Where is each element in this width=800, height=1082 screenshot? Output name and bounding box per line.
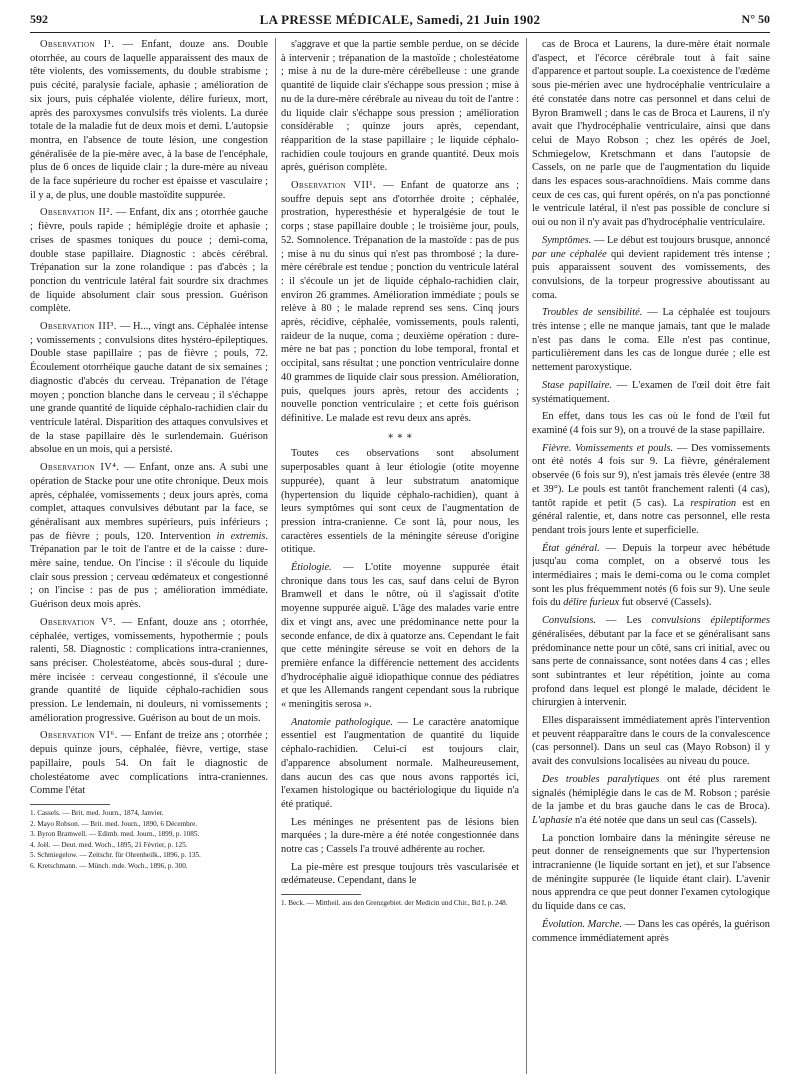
- column-middle: [281, 38, 519, 1074]
- section-separator: ∗ ∗ ∗: [387, 430, 413, 442]
- observation-4: Observation IV⁴. — Enfant, onze ans. A subi une opération de Stacke pour une otite chronique. Deux mois après, céphalée, vomissements ; deux jours après, coma complet, attaques convulsives débutant par la face, se généralisant aux membres supérieurs, puis inférieurs ; pas de fièvre ; pouls, 120. Intervention in extremis. Trépanation par le toit de l'antre et de la caisse : dure-mère saine, tendue. On l'incise : il s'écoule du liquide clair sous pression ; cerveau œdémateux et congestionné ; on l'incise : pas de pus ; amélioration immédiate. Guérison deux mois après.: [30, 462, 268, 611]
- section-anatomie: Anatomie pathologique. — Le caractère anatomique essentiel est l'augmentation de quantité du liquide céphalo-rachidien. Celui-ci est toujours clair, d'apparence absolument normale. Malheureusement, dans aucun des cas que nous avons rapportés ici, l'examen histologique ou bactériologique du liquide n'a été pratiqué.: [281, 716, 519, 810]
- page-header: [30, 12, 770, 34]
- footnote: 6. Kretschmann. — Münch. mde. Woch., 1896, p. 300.: [30, 861, 188, 870]
- section-convulsions: Convulsions. — Les convulsions épileptiformes généralisées, débutant par la face et se généralisant sans prédominance nette pour un côté, sans cri initial, avec ou sans perte de connaissance, sont notées dans 4 cas ; elles sont subintrantes et leur répétition, jointe au coma profond dans lequel est plongé le malade, décident le chirurgien à intervenir.: [532, 615, 770, 709]
- paragraph: La pie-mère est presque toujours très vascularisée et œdémateuse. Cependant, dans le: [281, 861, 519, 887]
- footnote: 4. Joël. — Deut. med. Woch., 1895, 21 Février, p. 125.: [30, 840, 188, 849]
- paragraph: En effet, dans tous les cas où le fond de l'œil fut examiné (4 fois sur 9), on a trouvé de la stase papillaire.: [532, 411, 770, 436]
- footnote-rule: [281, 894, 361, 895]
- section-paralysies: Des troubles paralytiques ont été plus rarement signalés (hémiplégie dans le cas de M. Robson ; parésie de la jambe et du bras gauche dans le cas de Broca). L'aphasie n'a été notée que dans un seul cas (Cassels).: [532, 773, 770, 826]
- column-divider: [526, 38, 527, 1074]
- column-right: [532, 38, 770, 1074]
- section-etat-general: État général. — Depuis la torpeur avec hébétude jusqu'au coma complet, on a observé tous les intermédiaires ; mais le demi-coma ou le coma complet sont les plus fréquemment notés (6 fois sur 9). Une seule fois du délire furieux fut observé (Cassels).: [532, 542, 770, 609]
- section-sensibilite: Troubles de sensibilité. — La céphalée est toujours très intense ; elle ne manque jamais, tant que le malade n'est pas dans le coma. Elle n'est pas continue, particulièrement dans les cas de longue durée ; elle est nettement paroxystique.: [532, 307, 770, 374]
- section-evolution: Évolution. Marche. — Dans les cas opérés, la guérison commence immédiatement après: [532, 918, 770, 944]
- page-number: 592: [30, 12, 48, 26]
- column-divider: [275, 38, 276, 1074]
- observation-7: Observation VII¹. — Enfant de quatorze ans ; souffre depuis sept ans d'otorrhée droite ; céphalée, prostration, hyperesthésie et hyperalgésie de tout le corps ; stase papillaire double ; le troisième jour, pouls, 52. Somnolence. Trépanation de la mastoïde : pas de pus ; mise à nu du sinus qui n'est pas thrombosé ; la dure-mère cérébrale est tendue ; ponction du ventricule latéral : il s'écoule un jet de liquide céphalo-rachidien clair, environ 26 grammes. Amélioration immédiate ; pouls se relève à 80 ; le malade reprend ses sens. Cinq jours après, récidive, céphalée, vomissements, pouls ralenti, raideur de la nuque, coma ; deuxième opération : dure-mère ne bat pas ; ponction du lobe temporal, frontal et occipital, sans résultat ; une ponction ventriculaire donne 40 grammes de liquide clair sous pression. Amélioration, puis, quelques jours après, retour des accidents ; nouvelle ponction ventriculaire ; et cette fois guérison définitive. Le malade est revu deux ans après.: [281, 180, 519, 424]
- paragraph: Elles disparaissent immédiatement après l'intervention et peuvent réapparaître dans le cours de la convalescence (cas personnel). Dans un seul cas (Mayo Robson) il y avait des convulsions localisées au niveau du pouce.: [532, 715, 770, 768]
- observation-1: Observation I¹. — Enfant, douze ans. Double otorrhée, au cours de laquelle apparaissent des maux de tête violents, des vomissements, du double strabisme ; puis cécité, paralysie faciale, aphasie ; amélioration de six jours, puis céphalée violente, délire furieux, mort, après des paroxysmes convulsifs très violents. La durée totale de la maladie fut de deux mois et demi. L'autopsie montra, en l'absence de toute lésion, une congestion généralisée de la pie-mère avec, à la base de l'encéphale, plus de 6 onces de liquide clair ; la dure-mère au niveau de la face supérieure du rocher est épaisse et vasculaire ; il y a, de plus, une double mastoïdite suppurée.: [30, 39, 268, 201]
- paragraph: s'aggrave et que la partie semble perdue, on se décide à intervenir ; trépanation de la mastoïde ; cholestéatome ; mise à nu de la dure-mère cérébelleuse : une grande quantité de liquide clair s'échappe sous pression ; mise à nu de la dure-mère cérébrale au niveau du toit de l'antre : du liquide clair s'échappe sous pression ; amélioration considérable ; quinze jours après, cependant, réapparition de la stase papillaire ; le liquide céphalo-rachidien coule toujours en grande quantité. Deux mois après, guérison complète.: [281, 39, 519, 174]
- journal-title: LA PRESSE MÉDICALE, Samedi, 21 Juin 1902: [259, 12, 541, 27]
- footnote-rule: [30, 804, 110, 805]
- footnote: 1. Beck. — Mittheil. aus den Grenzgebiet. der Medicin und Chir., Bd I, p. 248.: [281, 899, 508, 908]
- observation-5: Observation V⁵. — Enfant, douze ans ; otorrhée, céphalée, vertiges, vomissements, hypothermie ; pouls ralenti, 58. Diagnostic : complications intra-craniennes, sans préciser. Cholestéatome, abcès sous-dural ; dure-mère incisée : cerveau congestionné, il s'écoule une grande quantité de liquide céphalo-rachidien sous pression. Le lendemain, ni douleurs, ni vomissements ; amélioration progressive. Guérison au bout de un mois.: [30, 616, 268, 724]
- column-left: [30, 38, 268, 1074]
- footnote: 5. Schmiegelow. — Zeitschr. für Ohrenheilk., 1896, p. 135.: [30, 851, 201, 860]
- header-rule: [30, 32, 770, 33]
- footnote: 2. Mayo Robson. — Brit. med. Journ., 1890, 6 Décembre.: [30, 819, 198, 828]
- paragraph: cas de Broca et Laurens, la dure-mère était normale d'aspect, et l'écorce cérébrale tout à fait saine d'apparence et partout souple. La coexistence de l'œdème sous pie-mérien avec une hydrocéphalie ventriculaire a été constatée dans notre cas personnel et dans celui de Byron Bramwell ; dans le cas de Broca et Laurens, il n'y avait que l'hydrocéphalie ventriculaire, ainsi que dans celui de Mayo Robson ; chez les opérés de Joel, Schmiegelow, Kretschmann et dans l'autopsie de Cassels, on ne parle que de l'augmentation du liquide dans les espaces sous-arachnoïdiens. Mais comme dans ceux de ces cas, qui furent opérés, on n'a pas ponctionné le ventricule latéral, il n'est pas possible de conclure si oui ou non il n'y avait pas d'hydrocéphalie ventriculaire.: [532, 39, 770, 229]
- section-fievre: Fièvre. Vomissements et pouls. — Des vomissements ont été notés 4 fois sur 9. La fièvre, généralement observée (6 fois sur 9), n'est jamais très élevée (entre 38 et 39°). Le pouls est tantôt franchement ralenti (4 cas), tantôt rapide et petit (5 cas). La respiration est en général ralentie, et, dans notre cas personnel, elle resta pendant trois jours lente et superficielle.: [532, 442, 770, 536]
- observation-6: Observation VI⁶. — Enfant de treize ans ; otorrhée ; depuis quinze jours, céphalée, fièvre, vertige, stase papillaire, pouls 54. On fait le diagnostic de cholestéatome avec complications intra-craniennes. Comme l'état: [30, 730, 268, 797]
- paragraph: Les méninges ne présentent pas de lésions bien marquées ; la dure-mère a été notée congestionnée dans notre cas ; Cassels l'a trouvé adhérente au rocher.: [281, 816, 519, 856]
- footnote: 3. Byron Bramwell. — Edimb. med. Journ., 1899, p. 1085.: [30, 830, 200, 839]
- section-etiologie: Étiologie. — L'otite moyenne suppurée était chronique dans tous les cas, sauf dans celui de Byron Bramwell et dans le nôtre, où il s'agissait d'otite moyenne suppurée aiguë. L'âge des malades varie entre dix et vingt ans, avec une prédominance nette pour la seconde enfance, de dix à quatorze ans. Cependant le fait que cette méningite séreuse se voit en dehors de la première enfance la différencie nettement des accidents d'hydrocéphalie aiguë idiopathique connue des pédiatres et que les Allemands rangent cependant sous la rubrique « meningitis serosa ».: [281, 562, 519, 711]
- issue-number: N° 50: [741, 12, 770, 26]
- section-stase: Stase papillaire. — L'examen de l'œil doit être fait systématiquement.: [532, 379, 770, 405]
- paragraph: Toutes ces observations sont absolument superposables quant à leur étiologie (otite moyenne suppurée), quant à leur substratum anatomique (hypertension du liquide céphalo-rachidien), quant à leurs symptômes qui sont ceux de l'augmentation de pression intra-cranienne. Ce sont là, pour nous, les caractères essentiels de la méningite séreuse d'origine otitique.: [281, 448, 519, 556]
- footnote: 1. Cassels. — Brit. med. Journ., 1874, Janvier.: [30, 808, 164, 817]
- paragraph: La ponction lombaire dans la méningite séreuse ne peut donner de renseignements que sur l'hypertension intracranienne (le liquide sortant en jet), et sur l'absence de méningite suppurée (le liquide étant clair). L'avenir nous apprendra ce que peut donner l'examen cytologique du liquide dans ce cas.: [532, 832, 770, 913]
- observation-2: Observation II². — Enfant, dix ans ; otorrhée gauche ; fièvre, pouls rapide ; hémiplégie droite et aphasie ; crises de spasmes toniques du pouce ; demi-coma, double stase papillaire. Diagnostic : abcès cérébral. Trépanation sur la zone rolandique : pas d'abcès ; la ponction du ventricule latéral fait sourdre six drachmes de liquide absolument clair sous pression. Guérison complète.: [30, 207, 268, 315]
- section-symptomes: Symptômes. — Le début est toujours brusque, annoncé par une céphalée qui devient rapidement très intense ; puis apparaissent souvent des vomissements, des convulsions, de la torpeur progressive aboutissant au coma.: [532, 234, 770, 301]
- observation-3: Observation III³. — H..., vingt ans. Céphalée intense ; vomissements ; convulsions dites hystéro-épileptiques. Double stase papillaire ; pas de fièvre ; pouls, 72. Écoulement otorrhéique gauche datant de six semaines ; diagnostic d'abcès du cerveau. Trépanation de l'étage moyen ; ponction blanche dans le cerveau ; il s'échappe une grande quantité de liquide céphalo-rachidien clair du ventricule latéral. Disparition des attaques convulsives et de la stase papillaire dès le surlendemain. Guérison absolue en un mois, qui a persisté.: [30, 321, 268, 456]
